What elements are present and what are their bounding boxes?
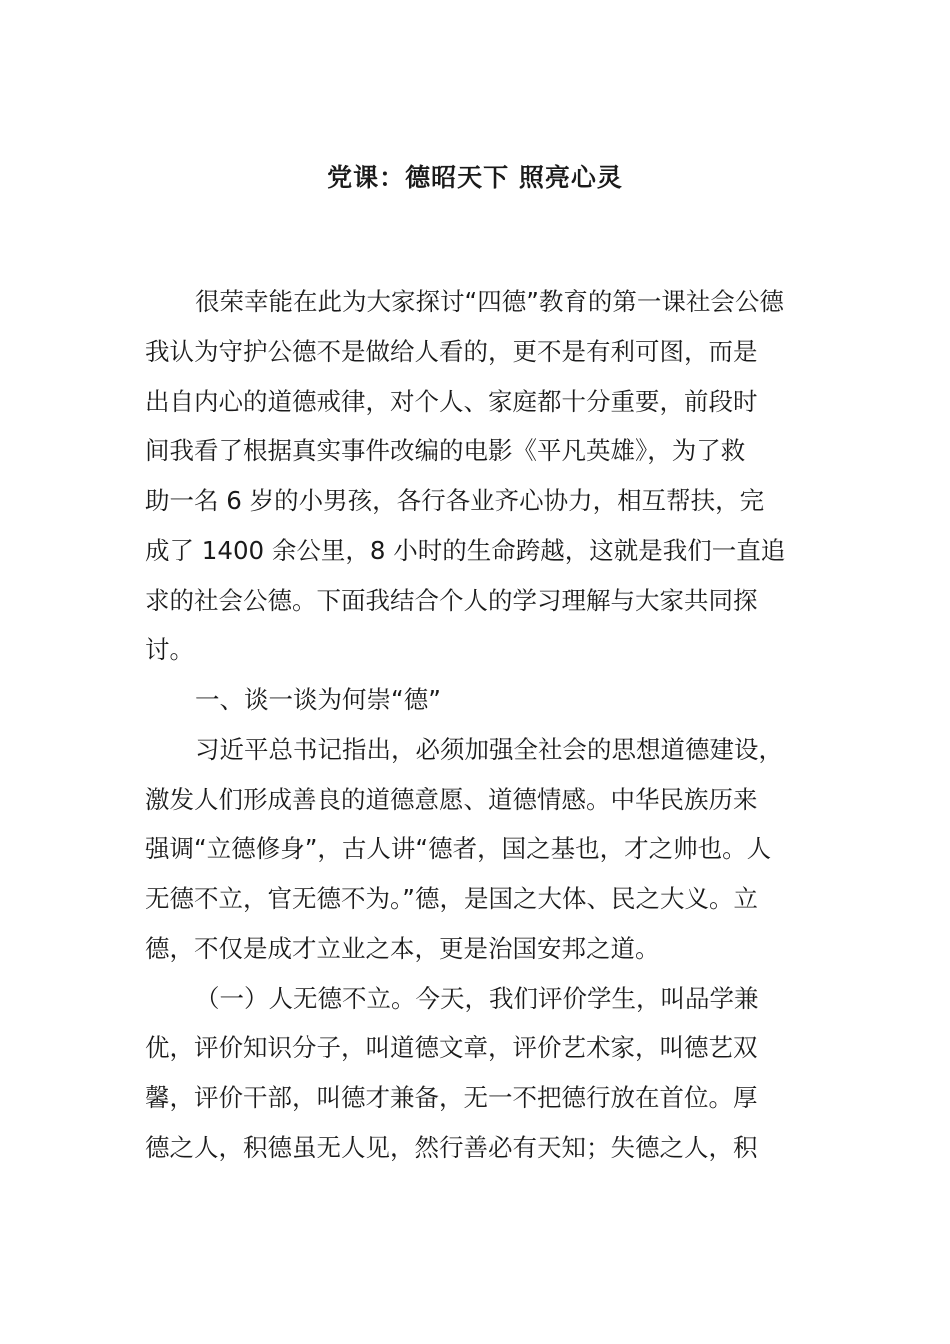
paragraph-line: 求的社会公德。下面我结合个人的学习理解与大家共同探 [145, 586, 758, 615]
paragraph-line: 成了 1400 余公里，8 小时的生命跨越，这就是我们一直追 [145, 536, 786, 565]
paragraph-line: 很荣幸能在此为大家探讨“四德”教育的第一课社会公德 [195, 287, 784, 316]
paragraph-line: 无德不立，官无德不为。”德，是国之大体、民之大义。立 [145, 884, 758, 913]
document-title: 党课：德昭天下 照亮心灵 [327, 163, 623, 192]
paragraph-line: 强调“立德修身”，古人讲“德者，国之基也，才之帅也。人 [145, 834, 772, 863]
paragraph-line: 助一名 6 岁的小男孩，各行各业齐心协力，相互帮扶，完 [145, 486, 765, 515]
paragraph-line: 出自内心的道德戒律，对个人、家庭都十分重要，前段时 [145, 387, 758, 416]
paragraph-line: 馨，评价干部，叫德才兼备，无一不把德行放在首位。厚 [145, 1083, 758, 1112]
paragraph-line: 德，不仅是成才立业之本，更是治国安邦之道。 [145, 934, 660, 963]
paragraph-line: 讨。 [145, 635, 194, 664]
paragraph-line: 我认为守护公德不是做给人看的，更不是有利可图，而是 [145, 337, 758, 366]
paragraph-line: 激发人们形成善良的道德意愿、道德情感。中华民族历来 [145, 785, 758, 814]
paragraph-line: 优，评价知识分子，叫道德文章，评价艺术家，叫德艺双 [145, 1033, 758, 1062]
paragraph-line: 习近平总书记指出，必须加强全社会的思想道德建设， [195, 735, 783, 764]
paragraph-line: 德之人，积德虽无人见，然行善必有天知；失德之人，积 [145, 1133, 758, 1162]
section-heading: 一、谈一谈为何崇“德” [195, 685, 441, 714]
paragraph-line: 间我看了根据真实事件改编的电影《平凡英雄》，为了救 [145, 436, 746, 465]
paragraph-line: （一）人无德不立。今天，我们评价学生，叫品学兼 [195, 984, 759, 1013]
